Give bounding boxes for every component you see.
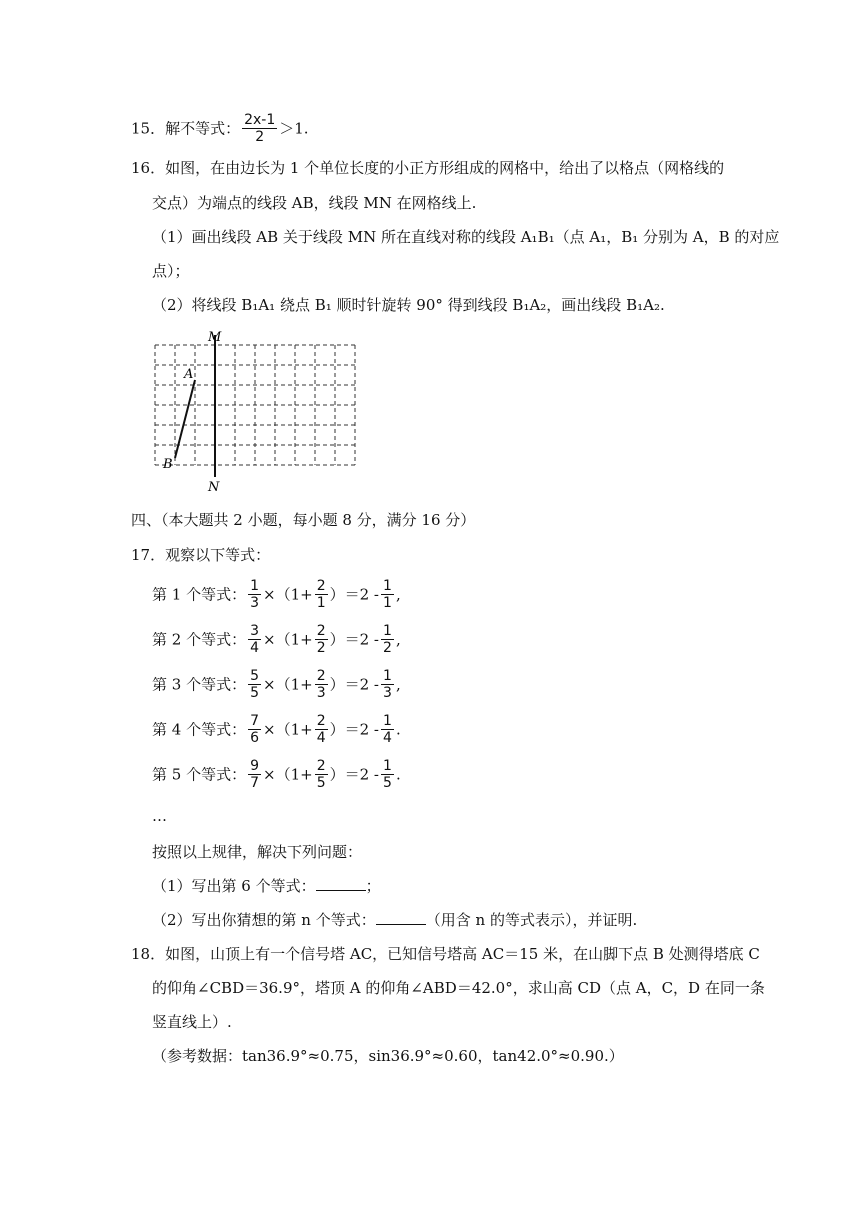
label-m: M [208,330,222,345]
eq-a-num: 7 [250,713,260,729]
eq-c-den: 5 [383,775,392,791]
label-n: N [208,480,220,495]
eq-close: ）＝2 - [329,585,380,604]
q17-part1-text: （1）写出第 6 个等式： [152,877,316,895]
eq-b-num: 2 [316,668,326,684]
eq-close: ）＝2 - [329,630,380,649]
q18-reference: （参考数据：tan36.9°≈0.75，sin36.9°≈0.60，tan42.0°≈0.90.） [152,1047,624,1065]
label-a: A [184,367,194,382]
q17-part2-blank[interactable] [376,910,426,925]
question-15 [131,112,309,148]
q17-part2-text: （2）写出你猜想的第 n 个等式： [152,911,376,929]
eq-frac-b [315,578,328,611]
eq-c-num: 1 [383,623,392,639]
q16-line1: 16．如图，在由边长为 1 个单位长度的小正方形组成的网格中，给出了以格点（网格线的 [131,159,725,177]
q16-part2: （2）将线段 B₁A₁ 绕点 B₁ 顺时针旋转 90° 得到线段 B₁A₂，画出线段 B₁A₂. [152,296,665,314]
segment-ab [175,380,195,458]
grid-figure [150,330,365,495]
equation-row [152,758,401,794]
equation-row [152,668,401,704]
eq-close: ）＝2 - [329,675,380,694]
eq-b-num: 2 [316,623,326,639]
eq-a-den: 4 [250,640,260,656]
q17-part1 [152,876,381,896]
eq-c-num: 1 [383,713,392,729]
eq-end: , [395,630,401,649]
eq-frac-a [248,758,261,791]
eq-times: ×（1+ [263,675,313,694]
q17-rule: 按照以上规律，解决下列问题： [152,843,363,861]
eq-frac-a [248,713,261,746]
eq-c-num: 1 [383,668,392,684]
eq-end: . [395,720,401,739]
eq-times: ×（1+ [263,585,313,604]
q16-part1-b: 点）； [152,262,190,280]
label-b: B [163,457,173,472]
equation-row [152,713,401,749]
eq-b-num: 2 [316,578,326,594]
q18-line3: 竖直线上）. [152,1013,232,1031]
eq-b-den: 4 [316,730,326,746]
eq-c-den: 2 [383,640,392,656]
eq-frac-c [381,758,394,791]
equation-row [152,623,401,659]
eq-frac-b [315,668,328,701]
q17-part2 [152,910,637,930]
eq-label: 第 3 个等式： [152,675,247,694]
eq-c-num: 1 [383,758,392,774]
eq-times: ×（1+ [263,765,313,784]
eq-label: 第 5 个等式： [152,765,247,784]
eq-a-num: 5 [250,668,260,684]
eq-b-den: 3 [316,685,326,701]
eq-b-num: 2 [316,758,326,774]
q18-line2: 的仰角∠CBD＝36.9°，塔顶 A 的仰角∠ABD＝42.0°，求山高 CD（点 A，C，D 在同一条 [152,979,765,997]
q15-numerator: 2x-1 [244,112,276,128]
eq-c-den: 4 [383,730,392,746]
q15-fraction [242,112,277,145]
q17-ellipsis: … [152,807,167,825]
q15-prefix: 15．解不等式： [131,119,241,138]
eq-frac-b [315,713,328,746]
eq-label: 第 1 个等式： [152,585,247,604]
eq-end: , [395,585,401,604]
eq-frac-a [248,668,261,701]
q15-suffix: ＞1. [279,119,309,138]
eq-end: , [395,675,401,694]
eq-label: 第 4 个等式： [152,720,247,739]
eq-a-num: 1 [250,578,260,594]
eq-times: ×（1+ [263,630,313,649]
eq-times: ×（1+ [263,720,313,739]
eq-c-num: 1 [383,578,392,594]
eq-frac-c [381,578,394,611]
eq-c-den: 1 [383,595,392,611]
eq-frac-c [381,623,394,656]
eq-frac-c [381,668,394,701]
eq-a-den: 6 [250,730,260,746]
equation-row [152,578,401,614]
q17-part1-end: ； [365,877,381,895]
eq-a-num: 3 [250,623,260,639]
eq-c-den: 3 [383,685,392,701]
q16-part1-a: （1）画出线段 AB 关于线段 MN 所在直线对称的线段 A₁B₁（点 A₁，B₁ 分别为 A，B 的对应 [152,228,780,246]
q17-part1-blank[interactable] [316,876,366,891]
eq-b-den: 2 [316,640,326,656]
q17-part2-end: （用含 n 的等式表示），并证明. [425,911,638,929]
eq-b-den: 5 [316,775,326,791]
eq-a-den: 5 [250,685,260,701]
eq-a-den: 7 [250,775,260,791]
q17-intro: 17．观察以下等式： [131,546,271,564]
eq-frac-a [248,578,261,611]
eq-b-num: 2 [316,713,326,729]
eq-frac-b [315,623,328,656]
eq-frac-b [315,758,328,791]
eq-b-den: 1 [316,595,326,611]
eq-close: ）＝2 - [329,720,380,739]
eq-frac-c [381,713,394,746]
eq-a-den: 3 [250,595,260,611]
eq-label: 第 2 个等式： [152,630,247,649]
q15-denominator: 2 [255,129,265,145]
grid-lines [155,345,355,465]
q16-line2: 交点）为端点的线段 AB，线段 MN 在网格线上. [152,194,477,212]
eq-a-num: 9 [250,758,260,774]
section-4-heading: 四、（本大题共 2 小题，每小题 8 分，满分 16 分） [131,511,476,529]
eq-close: ）＝2 - [329,765,380,784]
eq-frac-a [248,623,261,656]
eq-end: . [395,765,401,784]
q18-line1: 18．如图，山顶上有一个信号塔 AC，已知信号塔高 AC＝15 米，在山脚下点 B 处测得塔底 C [131,945,760,963]
